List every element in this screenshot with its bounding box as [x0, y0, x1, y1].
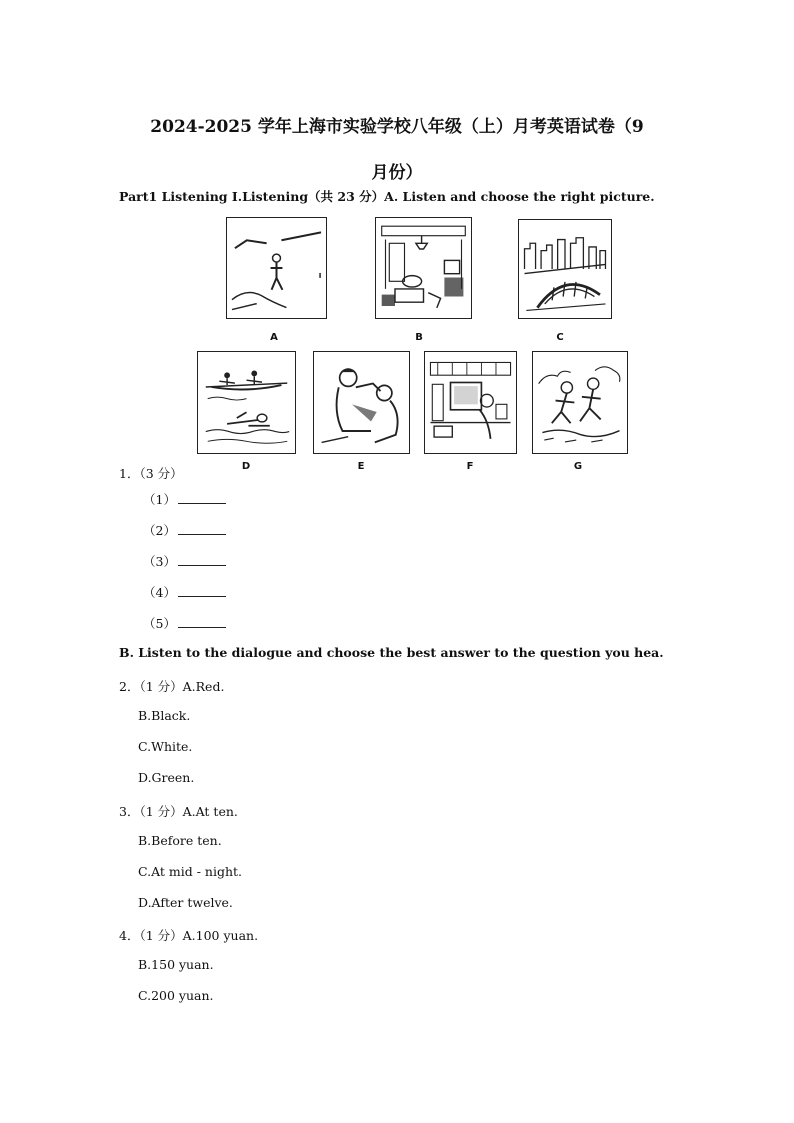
answer-line-4 [143, 583, 226, 601]
section-b-heading: B. Listen to the dialogue and choose the best answer to the question you hea. [119, 645, 664, 660]
answer-blank[interactable] [178, 585, 226, 597]
part1-heading: Part1 Listening I.Listening（共 23 分）A. Listen and choose the right picture. [119, 189, 655, 204]
question-2-option-c: C.White. [138, 739, 193, 754]
question-3-option-c: C.At mid - night. [138, 864, 243, 879]
picture-f [424, 351, 517, 454]
children-running-icon [533, 352, 627, 453]
answer-number: （3） [143, 554, 176, 569]
question-4-option-c: C.200 yuan. [138, 988, 214, 1003]
question-4-stem: 4．（1 分）A.100 yuan. [119, 928, 259, 943]
answer-blank[interactable] [178, 523, 226, 535]
picture-label-d: D [241, 461, 251, 472]
question-3-stem: 3．（1 分）A.At ten. [119, 804, 238, 819]
picture-label-e: E [357, 461, 365, 472]
doctor-patient-icon [314, 352, 409, 453]
question-2-stem: 2．（1 分）A.Red. [119, 679, 225, 694]
answer-blank[interactable] [178, 554, 226, 566]
living-room-icon [376, 218, 471, 318]
title-line-1: 2024-2025 学年上海市实验学校八年级（上）月考英语试卷（9 [150, 117, 644, 137]
picture-label-f: F [466, 461, 474, 472]
picture-label-c: C [556, 332, 564, 343]
answer-number: （1） [143, 492, 176, 507]
picture-b [375, 217, 472, 319]
title-line-2: 月份） [371, 163, 423, 183]
question-2-option-b: B.Black. [138, 708, 191, 723]
picture-a [226, 217, 327, 319]
answer-number: （2） [143, 523, 176, 538]
answer-number: （4） [143, 585, 176, 600]
picture-label-g: G [573, 461, 583, 472]
question-2-option-d: D.Green. [138, 770, 195, 785]
question-3-option-d: D.After twelve. [138, 895, 233, 910]
answer-line-1 [143, 490, 226, 508]
hillside-walker-icon [227, 218, 326, 318]
answer-line-5 [143, 614, 226, 632]
answer-blank[interactable] [178, 492, 226, 504]
question-3-option-b: B.Before ten. [138, 833, 222, 848]
answer-blank[interactable] [178, 616, 226, 628]
answer-number: （5） [143, 616, 176, 631]
computer-desk-icon [425, 352, 516, 453]
picture-label-b: B [415, 332, 423, 343]
picture-g [532, 351, 628, 454]
picture-label-a: A [270, 332, 278, 343]
answer-line-3 [143, 552, 226, 570]
picture-d [197, 351, 296, 454]
exam-title [80, 104, 714, 196]
question-1-label: 1．（3 分） [119, 466, 183, 481]
question-4-option-b: B.150 yuan. [138, 957, 214, 972]
picture-e [313, 351, 410, 454]
picture-c [518, 219, 612, 319]
rowing-swimming-icon [198, 352, 295, 453]
answer-line-2 [143, 521, 226, 539]
city-skyline-icon [519, 220, 611, 318]
